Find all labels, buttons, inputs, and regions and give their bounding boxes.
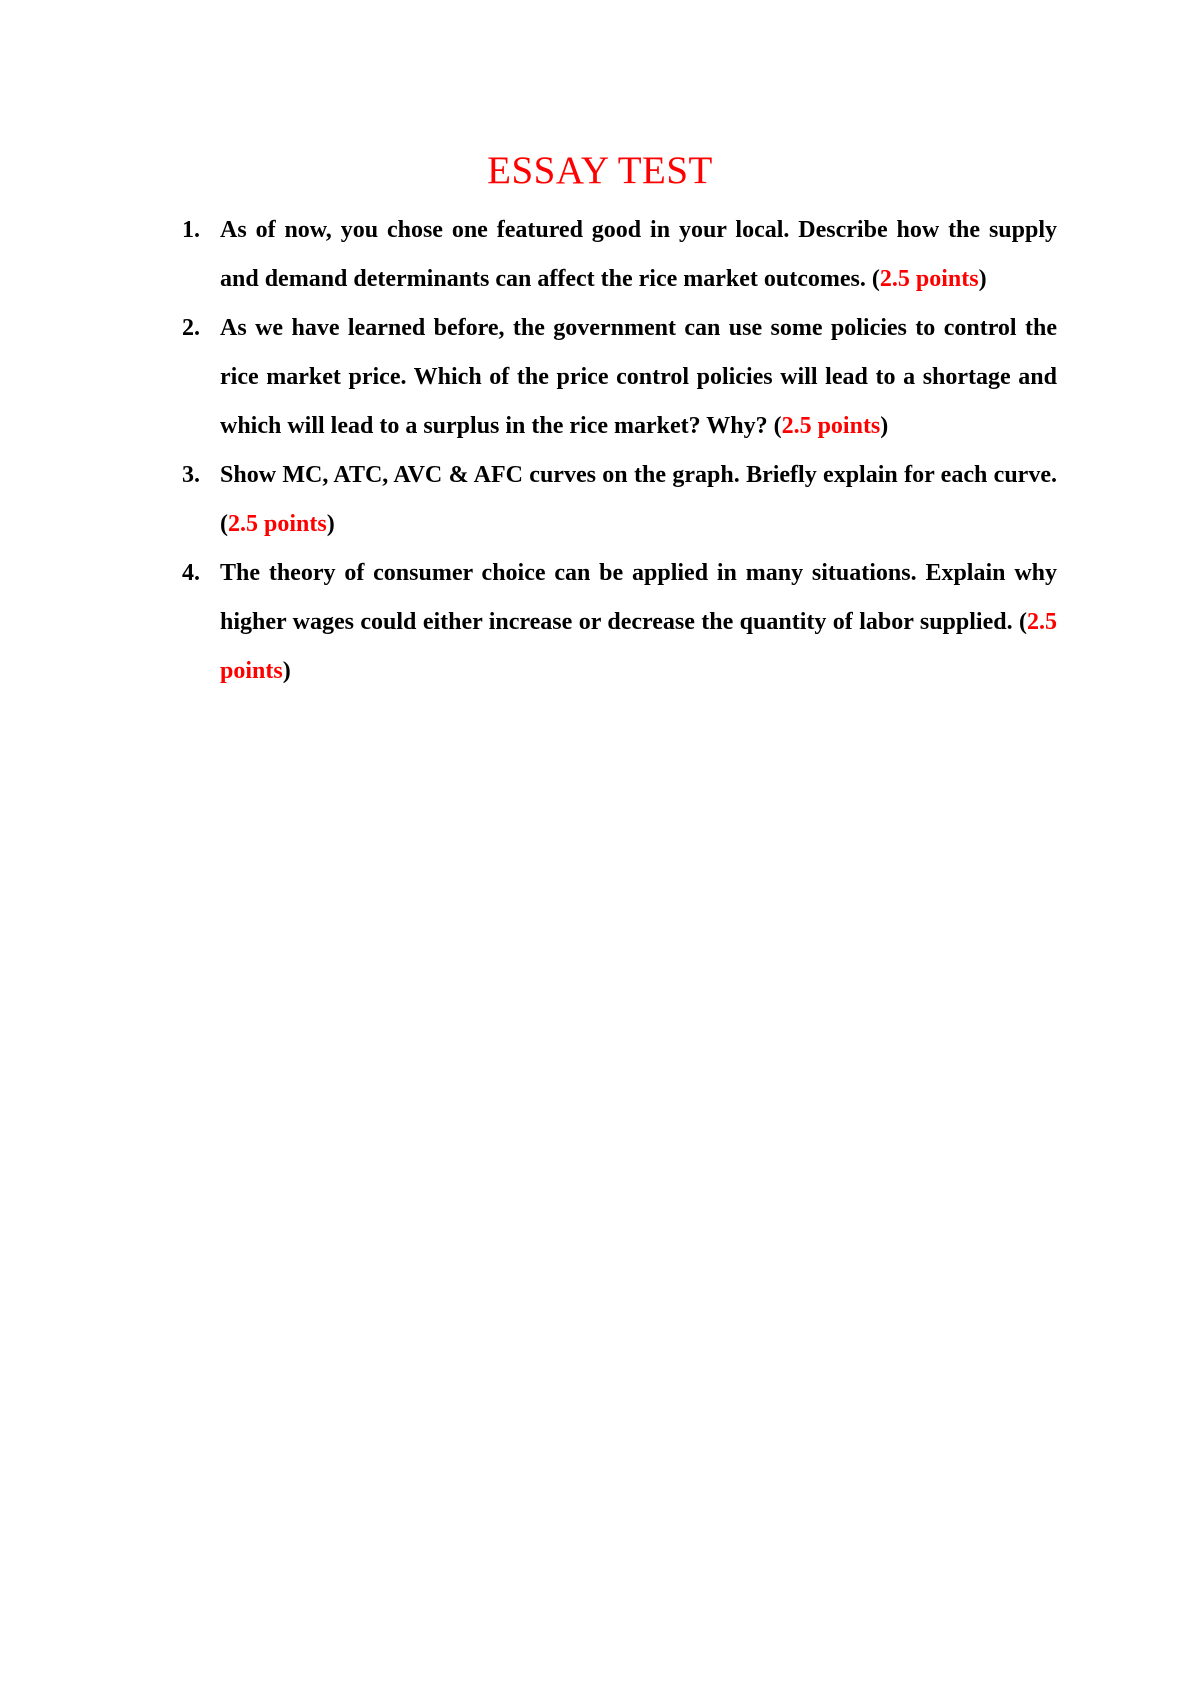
question-number: 3.: [182, 462, 200, 488]
question-text: Show MC, ATC, AVC & AFC curves on the graph. Briefly explain for each curve.: [220, 462, 1057, 488]
page-title: ESSAY TEST: [487, 149, 713, 192]
points-value: 2.5 points: [781, 413, 881, 439]
question-text: As we have learned before, the government can use some policies to control the rice market price. Which of the price control policies will lead to a shortage and which will lead to a surplus in the rice market? Why?: [220, 315, 1057, 439]
question-number: 1.: [182, 217, 200, 243]
points-label: (2.5 points): [773, 413, 889, 439]
points-label: (2.5 points): [220, 511, 335, 537]
question-text: As of now, you chose one featured good in your local. Describe how the supply and demand determinants can affect the rice market outcomes.: [220, 217, 1057, 292]
question-item-1: [182, 206, 1057, 304]
points-label: (2.5 points): [220, 609, 1057, 684]
points-label: (2.5 points): [871, 266, 987, 292]
question-number: 4.: [182, 560, 200, 586]
question-item-4: [182, 549, 1057, 696]
points-value: 2.5 points: [220, 609, 1057, 684]
points-value: 2.5 points: [879, 266, 979, 292]
question-item-2: [182, 304, 1057, 451]
question-text: The theory of consumer choice can be applied in many situations. Explain why higher wages could either increase or decrease the quantity of labor supplied.: [220, 560, 1057, 635]
points-value: 2.5 points: [228, 511, 327, 537]
question-number: 2.: [182, 315, 200, 341]
question-item-3: [182, 451, 1057, 549]
question-list: [182, 206, 1057, 696]
